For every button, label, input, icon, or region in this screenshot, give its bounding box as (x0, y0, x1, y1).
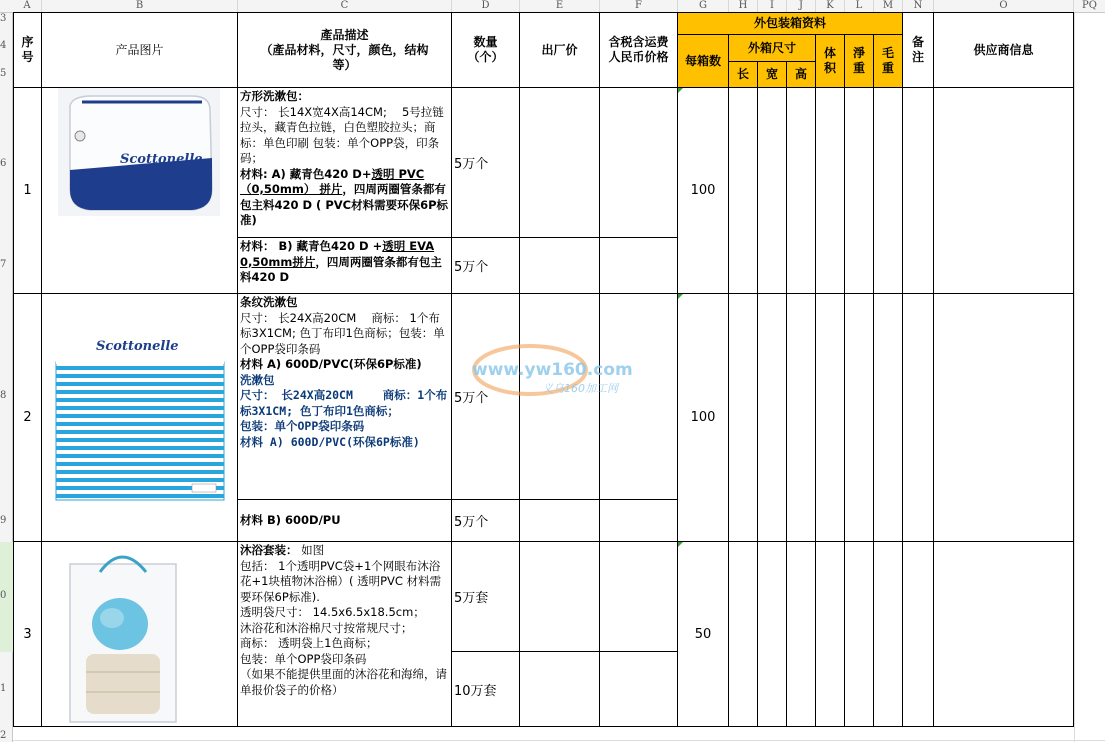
header-net-weight[interactable]: 淨 重 (845, 35, 874, 88)
gridline (13, 740, 1105, 741)
product-2-height[interactable] (787, 294, 816, 542)
product-3-image-cell[interactable] (42, 542, 238, 727)
product-2-factory-price-b[interactable] (520, 500, 600, 542)
header-image[interactable]: 产品图片 (42, 13, 238, 88)
col-header-o[interactable]: O (934, 0, 1074, 12)
product-1-supplier[interactable] (934, 88, 1074, 294)
header-outer-size[interactable]: 外箱尺寸 (729, 35, 816, 62)
row-header-3[interactable]: 3 (0, 13, 7, 24)
col-header-f[interactable]: F (600, 0, 678, 12)
product-1-factory-price-a[interactable] (520, 88, 600, 238)
watermark-sub: 义乌160加工网 (542, 382, 618, 395)
header-width[interactable]: 宽 (758, 62, 787, 88)
col-header-pq[interactable]: PQ (1082, 0, 1097, 11)
product-3-desc-line: （如果不能提供里面的沐浴花和海绵，请单报价袋子的价格） (240, 667, 447, 697)
product-1-factory-price-b[interactable] (520, 238, 600, 294)
header-quantity[interactable]: 数量 （个） (452, 13, 520, 88)
product-3-qty-b[interactable]: 10万套 (452, 652, 520, 727)
col-header-g[interactable]: G (678, 0, 729, 12)
header-tax-price[interactable]: 含税含运费 人民币价格 (600, 13, 678, 88)
product-1-remark[interactable] (903, 88, 934, 294)
col-header-b[interactable]: B (42, 0, 238, 12)
product-1-size-text: 尺寸： 长14X宽4X高14CM; 5号拉链拉头，藏青色拉链，白色塑胶拉头；商标：单色印刷 包装：单个OPP袋，印条码； (240, 104, 444, 165)
product-2-width[interactable] (758, 294, 787, 542)
row-header-5[interactable]: 5 (0, 68, 7, 79)
row-header-7[interactable]: 7 (0, 259, 7, 270)
product-3-desc-line: 商标： 透明袋上1色商标； (240, 636, 378, 650)
product-3-height[interactable] (787, 542, 816, 727)
header-factory-price[interactable]: 出厂价 (520, 13, 600, 88)
watermark-url: www.yw160.com (472, 360, 633, 380)
product-2-dup-pack: 包装：单个OPP袋印条码 (240, 419, 365, 433)
product-2-length[interactable] (729, 294, 758, 542)
product-2-remark[interactable] (903, 294, 934, 542)
product-3-tax-price-b[interactable] (600, 652, 678, 727)
product-2-net-weight[interactable] (845, 294, 874, 542)
product-3-desc-line: 包括： 1个透明PVC袋+1个网眼布沐浴花+1块植物沐浴棉）( 透明PVC 材料需要环保6P标准). (240, 558, 442, 604)
product-1-volume[interactable] (816, 88, 845, 294)
product-1-tax-price-a[interactable] (600, 88, 678, 238)
product-1-net-weight[interactable] (845, 88, 874, 294)
product-1-seq[interactable]: 1 (14, 88, 42, 294)
col-header-a[interactable]: A (13, 0, 42, 12)
product-1-name: 方形洗漱包： (240, 89, 309, 103)
product-2-factory-price-a[interactable] (520, 294, 600, 500)
row-header-10[interactable]: 0 (0, 590, 7, 601)
product-2-size-text: 尺寸： 长24X高20CM 商标： 1个布标3X1CM; 色丁布印1色商标；包装：单个OPP袋印条码 (240, 310, 445, 356)
header-per-box[interactable]: 每箱数 (678, 35, 729, 88)
product-2-dup-size: 尺寸： 长24X高20CM 商标：1个布标3X1CM; 色丁布印1色商标； (240, 388, 448, 418)
header-length[interactable]: 长 (729, 62, 758, 88)
row-header-4[interactable]: 4 (0, 40, 7, 51)
product-3-factory-price-b[interactable] (520, 652, 600, 727)
product-3-gross-weight[interactable] (874, 542, 903, 727)
product-2-material-a: 材料 A) 600D/PVC(环保6P标准) (240, 357, 422, 371)
product-2-tax-price-a[interactable] (600, 294, 678, 500)
product-3-factory-price-a[interactable] (520, 542, 600, 652)
product-3-remark[interactable] (903, 542, 934, 727)
product-2-tax-price-b[interactable] (600, 500, 678, 542)
header-gross-weight[interactable]: 毛 重 (874, 35, 903, 88)
col-header-k[interactable]: K (816, 0, 845, 12)
cosmetic-bag-navy-icon (42, 88, 238, 294)
product-1-per-box[interactable]: 100 (678, 88, 729, 294)
row-header-8[interactable]: 8 (0, 390, 7, 401)
product-2-supplier[interactable] (934, 294, 1074, 542)
product-3-name: 沐浴套装： (240, 543, 298, 557)
product-1-qty-b[interactable]: 5万个 (452, 238, 520, 294)
row-header-6[interactable]: 6 (0, 158, 7, 169)
product-1-material-b[interactable]: 材料： B) 藏青色420 D +透明 EVA 0,50mm拼片，四周两圈管条都有包主料420 D (238, 238, 452, 294)
product-2-image-cell[interactable] (42, 294, 238, 542)
product-3-seq[interactable]: 3 (14, 542, 42, 727)
col-header-e[interactable]: E (520, 0, 600, 12)
col-header-i[interactable]: I (758, 0, 787, 12)
product-3-width[interactable] (758, 542, 787, 727)
product-3-net-weight[interactable] (845, 542, 874, 727)
product-2-material-b[interactable]: 材料 B) 600D/PU (238, 500, 452, 542)
product-1-image-cell[interactable] (42, 88, 238, 294)
header-volume[interactable]: 体 积 (816, 35, 845, 88)
product-3-supplier[interactable] (934, 542, 1074, 727)
product-2-name: 条纹洗漱包 (240, 295, 298, 309)
product-2-qty-b[interactable]: 5万个 (452, 500, 520, 542)
product-1-material-a: 材料: A) 藏青色420 D+透明 PVC（0,50mm） 拼片，四周两圈管条都有包主料420 D ( PVC材料需要环保6P标准) (240, 166, 449, 227)
row-header-11[interactable]: 1 (0, 683, 7, 694)
col-header-c[interactable]: C (238, 0, 452, 12)
product-2-dup-name: 洗漱包 (240, 372, 275, 387)
product-3-length[interactable] (729, 542, 758, 727)
product-1-height[interactable] (787, 88, 816, 294)
row-header-9[interactable]: 9 (0, 515, 7, 526)
product-3-desc-line: 沐浴花和沐浴棉尺寸按常规尺寸； (240, 620, 413, 635)
col-header-j[interactable]: J (787, 0, 816, 12)
col-header-m[interactable]: M (874, 0, 903, 12)
gridline (1074, 13, 1075, 742)
col-header-l[interactable]: L (845, 0, 874, 12)
comment-marker (678, 294, 683, 299)
row-header-12[interactable]: 2 (0, 730, 7, 741)
product-1-description-a[interactable] (238, 88, 452, 238)
product-3-per-box[interactable]: 50 (678, 542, 729, 727)
comment-marker (678, 542, 683, 547)
product-1-qty-a[interactable]: 5万个 (452, 88, 520, 238)
product-3-volume[interactable] (816, 542, 845, 727)
product-1-gross-weight[interactable] (874, 88, 903, 294)
bath-set-bag-icon (42, 542, 238, 727)
product-3-qty-a[interactable]: 5万套 (452, 542, 520, 652)
product-1-brand-label: Scottonelle (120, 152, 203, 167)
product-3-description[interactable]: 沐浴套装： 如图 包括： 1个透明PVC袋+1个网眼布沐浴花+1块植物沐浴棉）( 透明PVC 材料需要环保6P标准). 透明袋尺寸： 14.5x6.5x18.5cm； 沐浴花和沐浴棉尺寸按常规尺寸； 商标： 透明袋上1色商标； 包装：单个OPP袋印条码 （如果不能提供里面的沐浴花和海绵，请单报价袋子的价格） (238, 542, 452, 727)
product-2-volume[interactable] (816, 294, 845, 542)
header-height[interactable]: 高 (787, 62, 816, 88)
product-3-desc-line: 透明袋尺寸： 14.5x6.5x18.5cm； (240, 605, 425, 619)
header-description[interactable]: 產品描述 （產品材料，尺寸，颜色，结构 等） (238, 13, 452, 88)
product-3-desc-line: 包装：单个OPP袋印条码 (240, 651, 367, 666)
product-1-tax-price-b[interactable] (600, 238, 678, 294)
header-outer-box[interactable]: 外包装箱资料 (678, 13, 903, 35)
product-2-per-box[interactable]: 100 (678, 294, 729, 542)
product-2-gross-weight[interactable] (874, 294, 903, 542)
striped-bag-blue-icon (42, 294, 238, 542)
header-remark[interactable]: 备 注 (903, 13, 934, 88)
header-seq[interactable]: 序 号 (14, 13, 42, 88)
col-header-h[interactable]: H (729, 0, 758, 12)
col-header-d[interactable]: D (452, 0, 520, 12)
product-2-qty-a[interactable]: 5万个 (452, 294, 520, 500)
col-header-n[interactable]: N (903, 0, 934, 12)
product-2-dup-material: 材料 A) 600D/PVC(环保6P标准) (240, 434, 420, 449)
product-3-tax-price-a[interactable] (600, 542, 678, 652)
product-2-seq[interactable]: 2 (14, 294, 42, 542)
product-2-description-a[interactable] (238, 294, 452, 500)
product-1-width[interactable] (758, 88, 787, 294)
comment-marker (678, 88, 683, 93)
header-supplier[interactable]: 供应商信息 (934, 13, 1074, 88)
product-1-length[interactable] (729, 88, 758, 294)
product-2-brand-label: Scottonelle (96, 339, 179, 354)
